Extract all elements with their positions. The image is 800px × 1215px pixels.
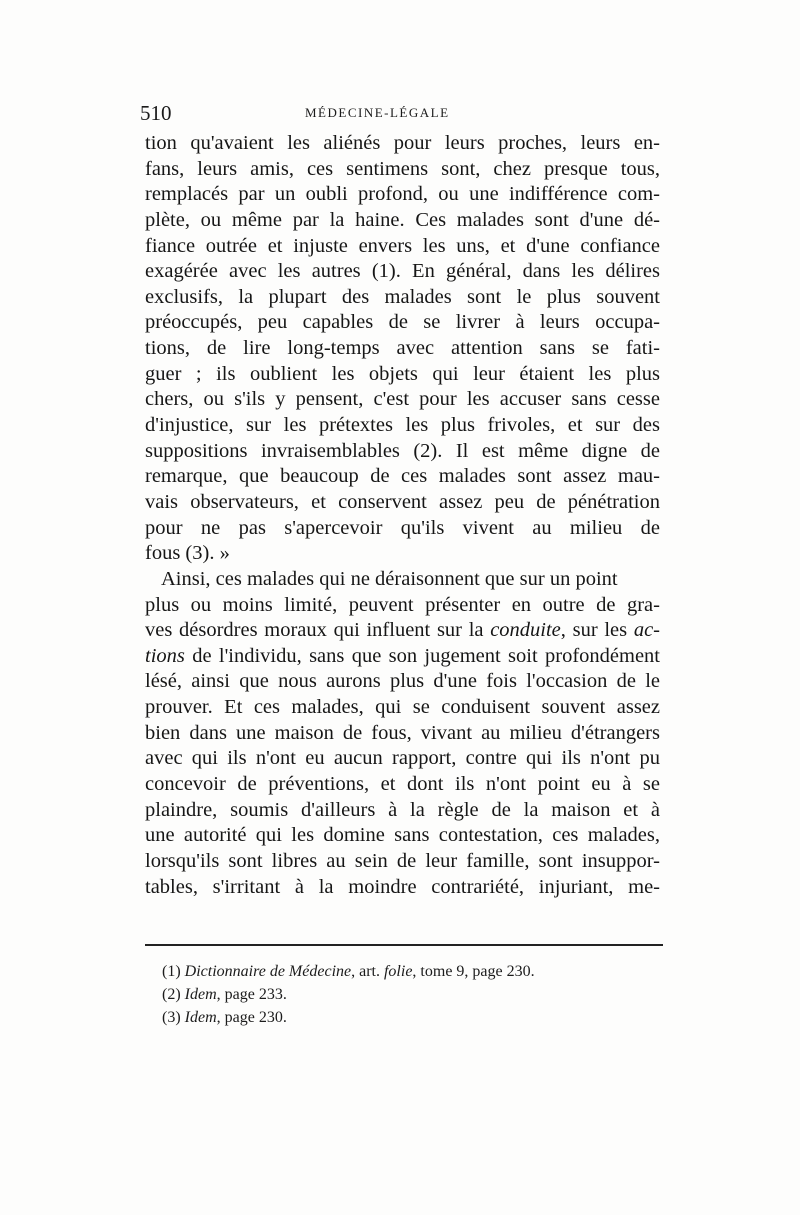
text-line: fans, leurs amis, ces sentimens sont, chez presque tous, xyxy=(145,157,660,180)
text-segment: , art. xyxy=(351,963,384,980)
text-line xyxy=(145,618,660,644)
italic-segment: Idem xyxy=(184,1009,217,1026)
italic-segment: ac- xyxy=(633,619,661,642)
page-number: 510 xyxy=(140,101,172,125)
footnote-marker: (2) xyxy=(162,986,181,1003)
text-line: tions, de lire long-temps avec attention sans se fati- xyxy=(145,337,660,360)
italic-segment: tions xyxy=(145,644,185,667)
footnotes xyxy=(162,960,662,1029)
text-line: concevoir de préventions, et dont ils n'ont point eu à se xyxy=(145,773,660,796)
text-line: exagérée avec les autres (1). En général, dans les délires xyxy=(145,260,660,283)
text-segment: , sur les xyxy=(560,619,634,642)
text-segment: , tome 9, page 230. xyxy=(412,963,535,980)
footnote xyxy=(162,983,662,1006)
text-segment: , page 233. xyxy=(216,986,287,1003)
running-head xyxy=(140,100,665,126)
footnote xyxy=(162,1006,662,1029)
text-line: tables, s'irritant à la moindre contrariété, injuriant, me- xyxy=(145,875,660,898)
text-line: avec qui ils n'ont eu aucun rapport, contre qui ils n'ont pu xyxy=(145,747,660,770)
body-text xyxy=(145,131,660,900)
text-line: plus ou moins limité, peuvent présenter en outre de gra- xyxy=(145,593,660,616)
text-line: bien dans une maison de fous, vivant au milieu d'étrangers xyxy=(145,721,660,744)
text-line: suppositions invraisemblables (2). Il est même digne de xyxy=(145,439,660,462)
text-line: tion qu'avaient les aliénés pour leurs proches, leurs en- xyxy=(145,132,660,154)
text-line: plète, ou même par la haine. Ces malades sont d'une dé- xyxy=(145,208,660,231)
text-line: exclusifs, la plupart des malades sont le plus souvent xyxy=(145,285,660,308)
text-line: Ainsi, ces malades qui ne déraisonnent que sur un point xyxy=(161,567,618,590)
italic-segment: Idem xyxy=(184,986,217,1003)
italic-segment: folie xyxy=(383,963,413,980)
text-segment: de l'individu, sans que son jugement soit profondément xyxy=(184,644,660,667)
text-line: fiance outrée et injuste envers les uns, et d'une confiance xyxy=(145,234,660,257)
italic-segment: Dictionnaire de Médecine xyxy=(184,963,352,980)
footnote-marker: (1) xyxy=(162,963,181,980)
footnote xyxy=(162,960,662,983)
running-title: MÉDECINE-LÉGALE xyxy=(305,105,450,120)
text-segment: ves désordres moraux qui influent sur la xyxy=(145,619,491,642)
text-line: préoccupés, peu capables de se livrer à leurs occupa- xyxy=(145,311,660,334)
text-line: lésé, ainsi que nous aurons plus d'une fois l'occasion de le xyxy=(145,670,660,693)
text-line: guer ; ils oublient les objets qui leur étaient les plus xyxy=(145,362,660,385)
text-line: d'injustice, sur les prétextes les plus frivoles, et sur des xyxy=(145,414,660,437)
italic-segment: conduite xyxy=(490,619,561,642)
text-line: chers, ou s'ils y pensent, c'est pour les accuser sans cesse xyxy=(145,388,660,411)
text-line: prouver. Et ces malades, qui se conduisent souvent assez xyxy=(145,696,660,719)
text-line: fous (3). » xyxy=(145,542,230,565)
footnote-rule xyxy=(145,944,663,946)
text-line: vais observateurs, et conservent assez peu de pénétration xyxy=(145,490,660,513)
text-line: lorsqu'ils sont libres au sein de leur famille, sont insuppor- xyxy=(145,849,660,872)
text-line: remplacés par un oubli profond, ou une indifférence com- xyxy=(145,183,660,206)
text-segment: , page 230. xyxy=(216,1009,287,1026)
footnote-marker: (3) xyxy=(162,1009,181,1026)
text-line: pour ne pas s'apercevoir qu'ils vivent au milieu de xyxy=(145,516,660,539)
text-line: remarque, que beaucoup de ces malades sont assez mau- xyxy=(145,465,660,488)
text-line xyxy=(145,644,660,670)
text-line: plaindre, soumis d'ailleurs à la règle de la maison et à xyxy=(145,798,660,821)
text-line: une autorité qui les domine sans contestation, ces malades, xyxy=(145,824,660,847)
